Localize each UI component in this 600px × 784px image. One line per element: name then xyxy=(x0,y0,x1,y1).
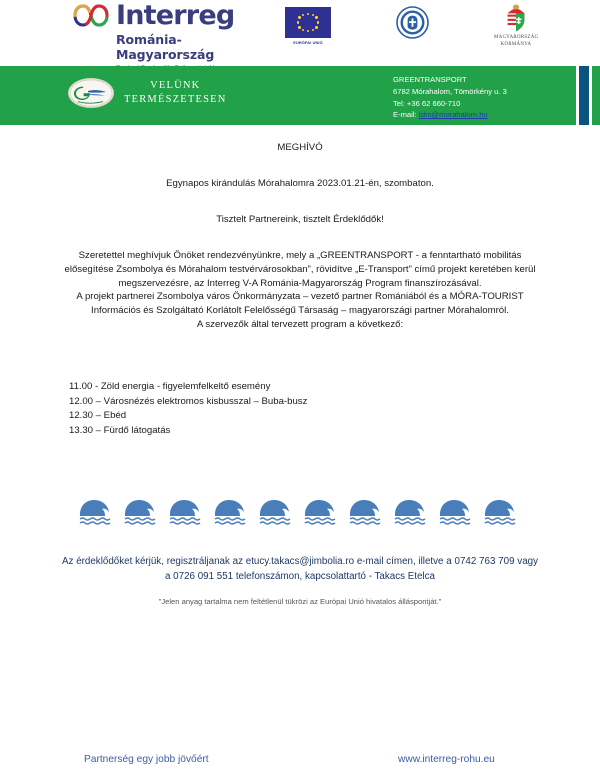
contact-address: 6782 Mórahalom, Tömörkény u. 3 xyxy=(393,86,507,96)
velunk-slogan-line1: VELÜNK xyxy=(150,80,201,92)
hu-caption-line1: MAGYARORSZÁG xyxy=(494,35,539,40)
page-title: MEGHÍVÓ xyxy=(277,142,323,153)
morahalom-tdm-oval-icon xyxy=(68,78,114,108)
contact-info xyxy=(393,74,507,121)
spacer xyxy=(60,227,540,249)
invitation-subtitle: Egynapos kirándulás Mórahalomra 2023.01.21-én, szombaton. xyxy=(166,177,434,189)
logo-bar xyxy=(0,0,600,66)
velunk-termeszetesen-logo xyxy=(68,78,227,108)
wave-icon xyxy=(213,498,253,528)
interreg-logo-row xyxy=(72,2,272,29)
hungarian-coat-of-arms-icon xyxy=(504,4,528,34)
contact-phone: Tel: +36 62 660-710 xyxy=(393,98,461,108)
contact-org: GREENTRANSPORT xyxy=(393,75,467,84)
document-body xyxy=(0,125,600,606)
spacer xyxy=(60,438,540,486)
eu-flag-caption: EURÓPAI UNIÓ xyxy=(293,39,323,45)
wave-icon xyxy=(258,498,298,528)
eu-flag-icon xyxy=(285,7,331,38)
banner-stripe-decoration xyxy=(576,66,600,125)
greeting-line: Tisztelt Partnereink, tisztelt Érdeklődők! xyxy=(216,213,384,225)
wave-icon xyxy=(123,498,163,528)
registration-instructions: Az érdeklődőket kérjük, regisztráljanak az etucy.takacs@jimbolia.ro e-mail címen, illetve a 0742 763 709 vagy a 0726 091 551 telefonszámon, kapcsolattartó - Takacs Etelca xyxy=(62,556,538,583)
hungarian-government-caption xyxy=(494,35,538,48)
program-item: 11.00 - Zöld energia - figyelemfelkeltő esemény xyxy=(69,381,271,393)
spacer xyxy=(60,191,540,213)
footer-slogan: Partnerség egy jobb jövőért xyxy=(84,754,209,765)
spacer xyxy=(60,125,540,141)
program-item: 12.30 – Ebéd xyxy=(69,410,127,422)
contact-email-link[interactable]: tdm@morahalom.hu xyxy=(418,110,488,120)
paragraph-project-description: Szeretettel meghívjuk Önöket rendezvényünkre, mely a „GREENTRANSPORT - a fenntartható mobilitás elősegítése Zsombolya és Mórahalom testvérvárosokban”, rövidítve „E-Transport” című projekt keretében kerül megszervezésre, az Interreg V-A Románia-Magyarország Program finanszírozásával. xyxy=(64,249,536,289)
wave-icon xyxy=(348,498,388,528)
eu-flag-logo xyxy=(285,7,331,45)
footer-website[interactable]: www.interreg-rohu.eu xyxy=(398,754,495,765)
contact-email-label: E-mail: xyxy=(393,110,419,120)
interreg-swirl-icon xyxy=(72,2,110,29)
wave-decoration-strip xyxy=(60,498,540,528)
interreg-logo xyxy=(72,2,272,72)
velunk-slogan-line2: TERMÉSZETESEN xyxy=(124,94,227,105)
spacer xyxy=(60,155,540,177)
program-item: 13.30 – Fürdő látogatás xyxy=(69,424,171,436)
morahalom-tdm-mark xyxy=(69,79,113,107)
stripe-green xyxy=(592,66,600,125)
contact-email-row xyxy=(393,109,507,121)
spacer xyxy=(60,528,540,544)
program-item: 12.00 – Városnézés elektromos kisbusszal – Buba-busz xyxy=(69,395,308,407)
interreg-wordmark: Interreg xyxy=(116,0,235,31)
paragraph-partners: A projekt partnerei Zsombolya város Önkormányzata – vezető partner Romániából és a MÓRA-TOURIST Információs és Szolgáltató Korlátolt Felelősségű Társaság – magyarországi partner Mórahalomról. xyxy=(76,291,524,317)
paragraph-program-intro: A szervezők által tervezett program a következő: xyxy=(196,319,404,331)
stripe-blue xyxy=(579,66,589,125)
page-footer xyxy=(0,754,600,776)
romanian-government-seal-icon xyxy=(396,6,429,39)
wave-icon xyxy=(303,498,343,528)
interreg-program-name: Románia-Magyarország xyxy=(116,32,215,62)
wave-icon xyxy=(483,498,523,528)
spacer xyxy=(60,486,540,498)
wave-icon xyxy=(78,498,118,528)
hungarian-government-logo xyxy=(494,4,538,48)
wave-icon xyxy=(393,498,433,528)
velunk-slogan xyxy=(124,79,227,107)
hu-caption-line2: KORMÁNYA xyxy=(500,41,532,47)
program-schedule-list xyxy=(60,380,540,438)
green-banner xyxy=(0,66,600,125)
eu-disclaimer: ”Jelen anyag tartalma nem feltétlenül tükrözi az Európai Unió hivatalos álláspontját.” xyxy=(158,596,442,606)
wave-icon xyxy=(168,498,208,528)
spacer xyxy=(60,332,540,380)
wave-icon xyxy=(438,498,478,528)
